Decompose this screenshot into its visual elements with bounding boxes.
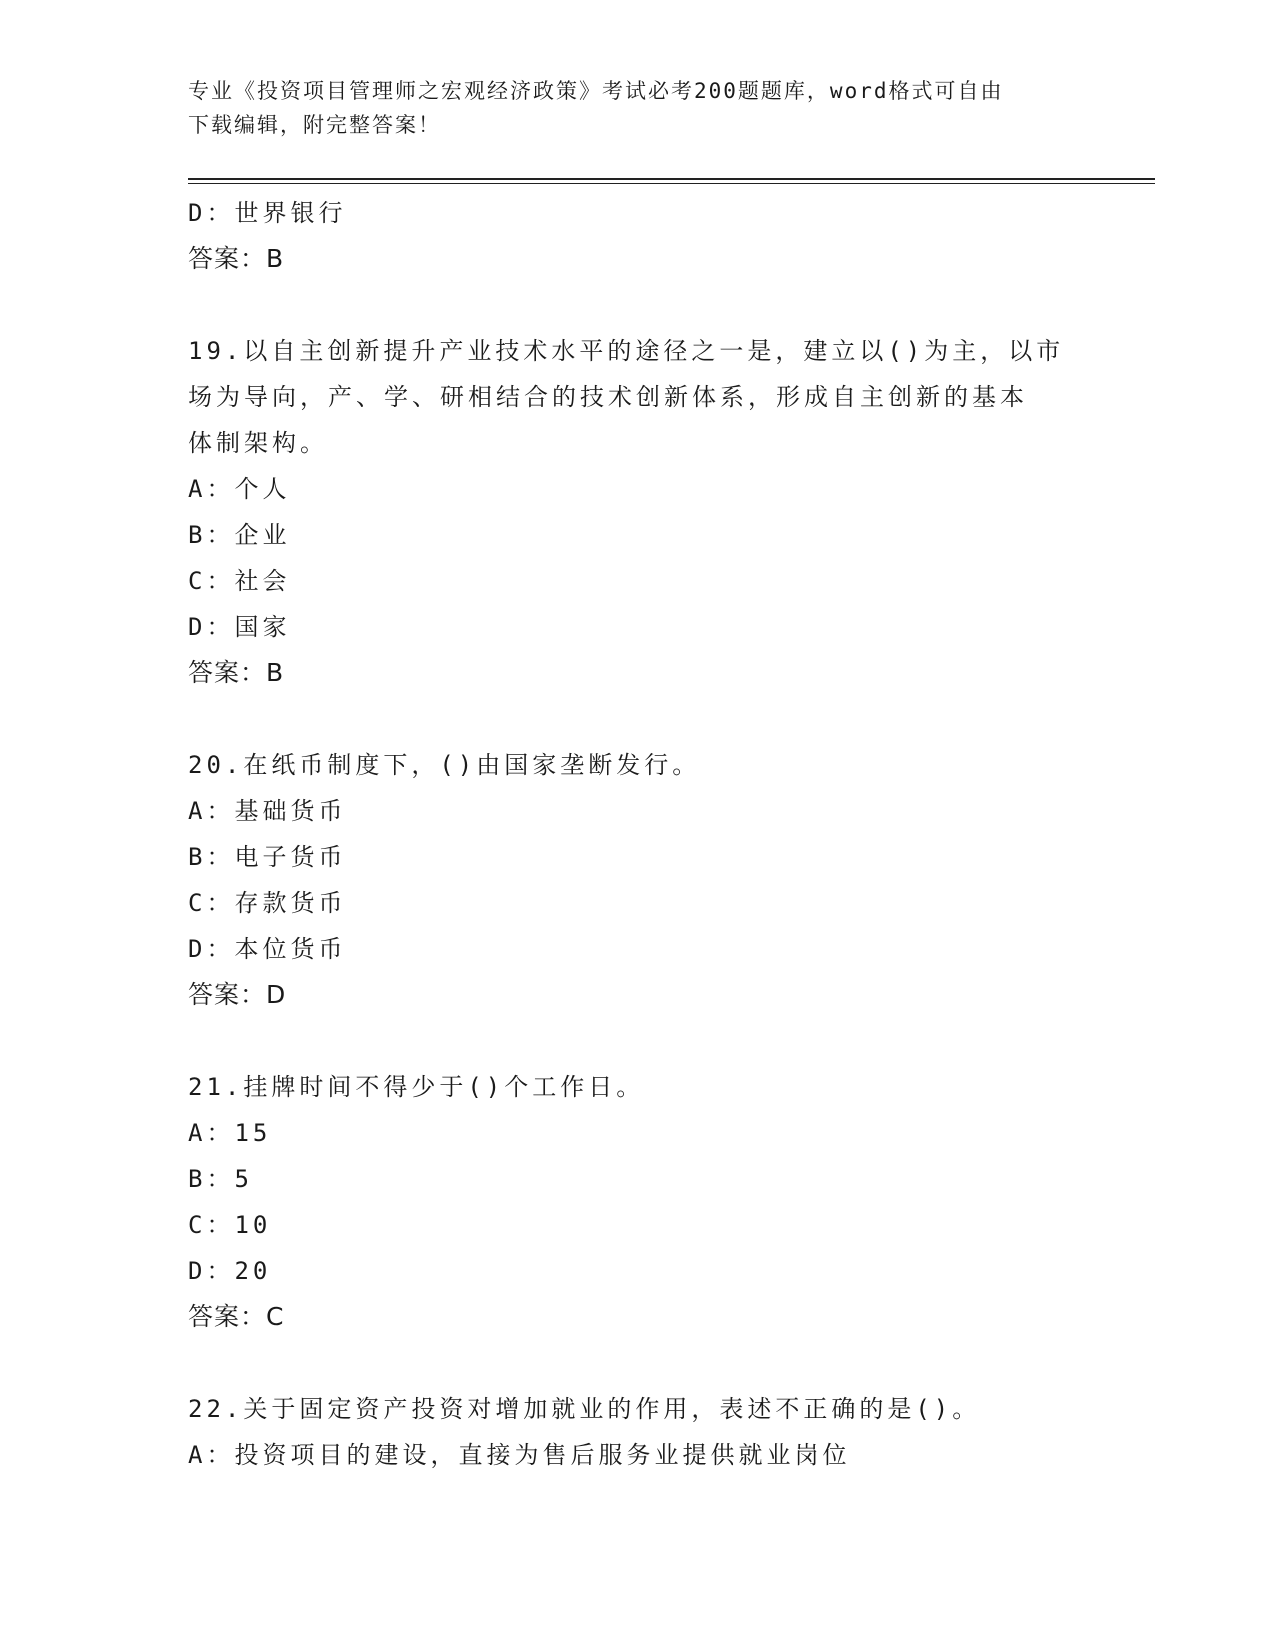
question-list	[188, 190, 1088, 1478]
option-c: C：10	[188, 1211, 272, 1239]
question-20	[188, 742, 1088, 1018]
question-21	[188, 1064, 1088, 1340]
question-stem-line: 19.以自主创新提升产业技术水平的途径之一是，建立以()为主，以市	[188, 337, 1065, 365]
prev-answer: 答案：B	[188, 244, 285, 273]
answer: 答案：B	[188, 658, 285, 687]
question-stem-line: 体制架构。	[188, 429, 328, 457]
option-b: B：5	[188, 1165, 253, 1193]
option-c: C：社会	[188, 567, 291, 595]
question-stem-line: 场为导向，产、学、研相结合的技术创新体系，形成自主创新的基本	[188, 383, 1028, 411]
answer: 答案：D	[188, 980, 287, 1009]
prev-option-d: D：世界银行	[188, 199, 347, 227]
spacer	[188, 1340, 1088, 1386]
question-19	[188, 328, 1088, 696]
question-stem-line: 22.关于固定资产投资对增加就业的作用，表述不正确的是()。	[188, 1395, 981, 1423]
header-rule-thick	[188, 178, 1155, 180]
option-b: B：企业	[188, 521, 291, 549]
option-c: C：存款货币	[188, 889, 347, 917]
option-b: B：电子货币	[188, 843, 347, 871]
question-stem-line: 21.挂牌时间不得少于()个工作日。	[188, 1073, 645, 1101]
spacer	[188, 1018, 1088, 1064]
spacer	[188, 282, 1088, 328]
document-header	[188, 74, 1068, 142]
spacer	[188, 696, 1088, 742]
option-d: D：20	[188, 1257, 272, 1285]
option-a: A：基础货币	[188, 797, 347, 825]
header-rule-thin	[188, 183, 1155, 184]
header-line-1: 专业《投资项目管理师之宏观经济政策》考试必考200题题库，word格式可自由	[188, 79, 1004, 103]
option-d: D：本位货币	[188, 935, 347, 963]
option-d: D：国家	[188, 613, 291, 641]
option-a: A：个人	[188, 475, 291, 503]
option-a: A：15	[188, 1119, 272, 1147]
question-22	[188, 1386, 1088, 1478]
answer: 答案：C	[188, 1302, 285, 1331]
question-stem-line: 20.在纸币制度下，()由国家垄断发行。	[188, 751, 701, 779]
option-a: A：投资项目的建设，直接为售后服务业提供就业岗位	[188, 1441, 851, 1469]
header-line-2: 下载编辑，附完整答案！	[188, 113, 441, 137]
